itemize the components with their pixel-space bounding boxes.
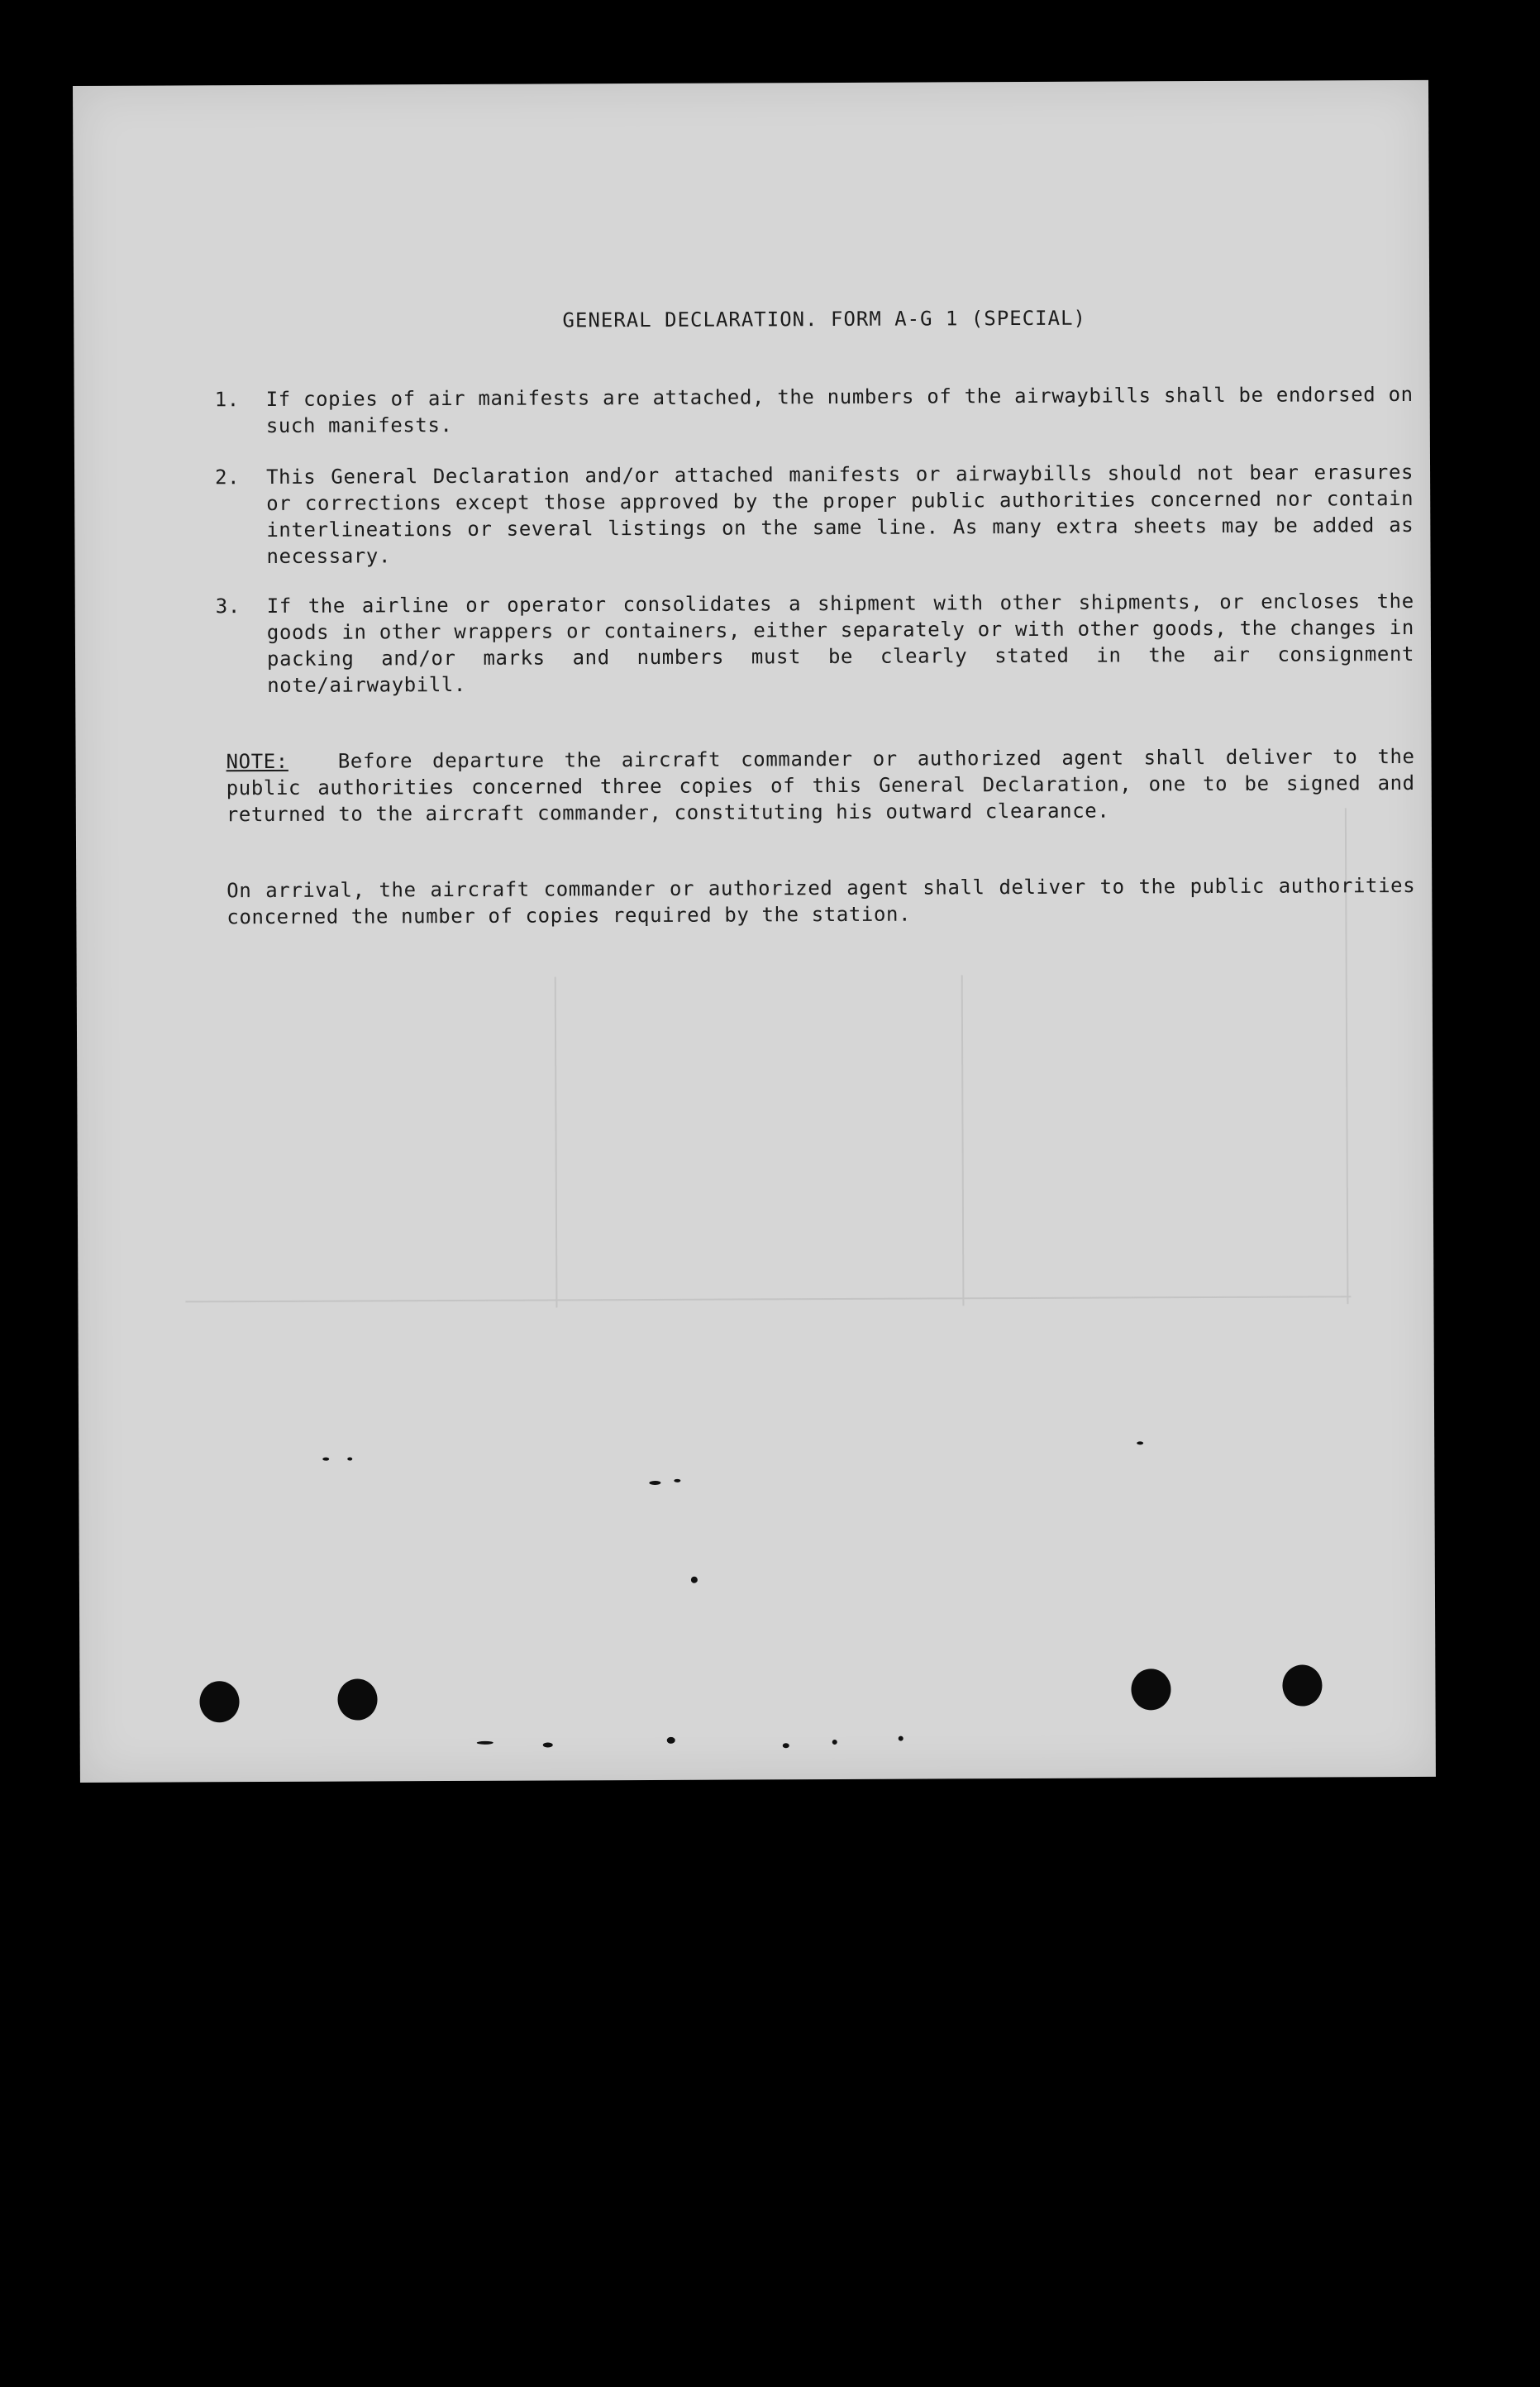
scan-speck	[832, 1740, 837, 1745]
scan-speck	[543, 1742, 553, 1747]
note-paragraph	[226, 743, 1414, 828]
scan-speck	[649, 1481, 660, 1485]
scan-speck	[783, 1743, 789, 1748]
note-label: NOTE:	[226, 749, 288, 774]
scan-speck	[477, 1741, 493, 1745]
document-page	[73, 80, 1436, 1783]
item-number: 1.	[214, 388, 240, 412]
arrival-paragraph: On arrival, the aircraft commander or authorized agent shall deliver to the public authorities concerned the number of copies required by the station.	[226, 873, 1416, 929]
item-text: If copies of air manifests are attached, the numbers of the airwaybills shall be endorsed on such manifests.	[265, 382, 1414, 437]
note-text: Before departure the aircraft commander or authorized agent shall deliver to the public authorities concerned three copies of this General Declaration, one to be signed and returned to the aircraft commander, constituting his outward clearance.	[226, 744, 1415, 827]
scan-speck	[322, 1458, 329, 1461]
item-number: 2.	[215, 465, 241, 489]
document-title: GENERAL DECLARATION. FORM A-G 1 (SPECIAL)	[562, 306, 1087, 332]
punch-hole	[199, 1681, 239, 1722]
scan-speck	[674, 1479, 680, 1482]
item-text: If the airline or operator consolidates a shipment with other shipments, or encloses the goods in other wrappers or containers, either separately or with other goods, the changes in packing and/or marks and numbers must be clearly stated in the air consignment note/airwaybill.	[266, 589, 1415, 697]
scan-speck	[899, 1736, 903, 1741]
bleed-through-rule	[555, 976, 558, 1307]
instruction-item	[215, 381, 1414, 439]
scan-speck	[347, 1458, 352, 1461]
scan-speck	[691, 1577, 698, 1583]
item-text: This General Declaration and/or attached manifests or airwaybills should not bear erasures or corrections except those approved by the proper public authorities concerned nor contain interlineations or several listings on the same line. As many extra sheets may be added as necessary.	[266, 460, 1414, 568]
instruction-item	[216, 588, 1415, 699]
scan-speck	[667, 1737, 675, 1744]
scan-speck	[1137, 1441, 1143, 1444]
punch-hole	[337, 1678, 377, 1720]
punch-hole	[1131, 1669, 1170, 1710]
bleed-through-rule	[961, 975, 965, 1306]
punch-hole	[1282, 1664, 1322, 1706]
bleed-through-rule	[185, 1296, 1351, 1302]
instruction-item	[215, 459, 1414, 570]
item-number: 3.	[215, 594, 241, 618]
